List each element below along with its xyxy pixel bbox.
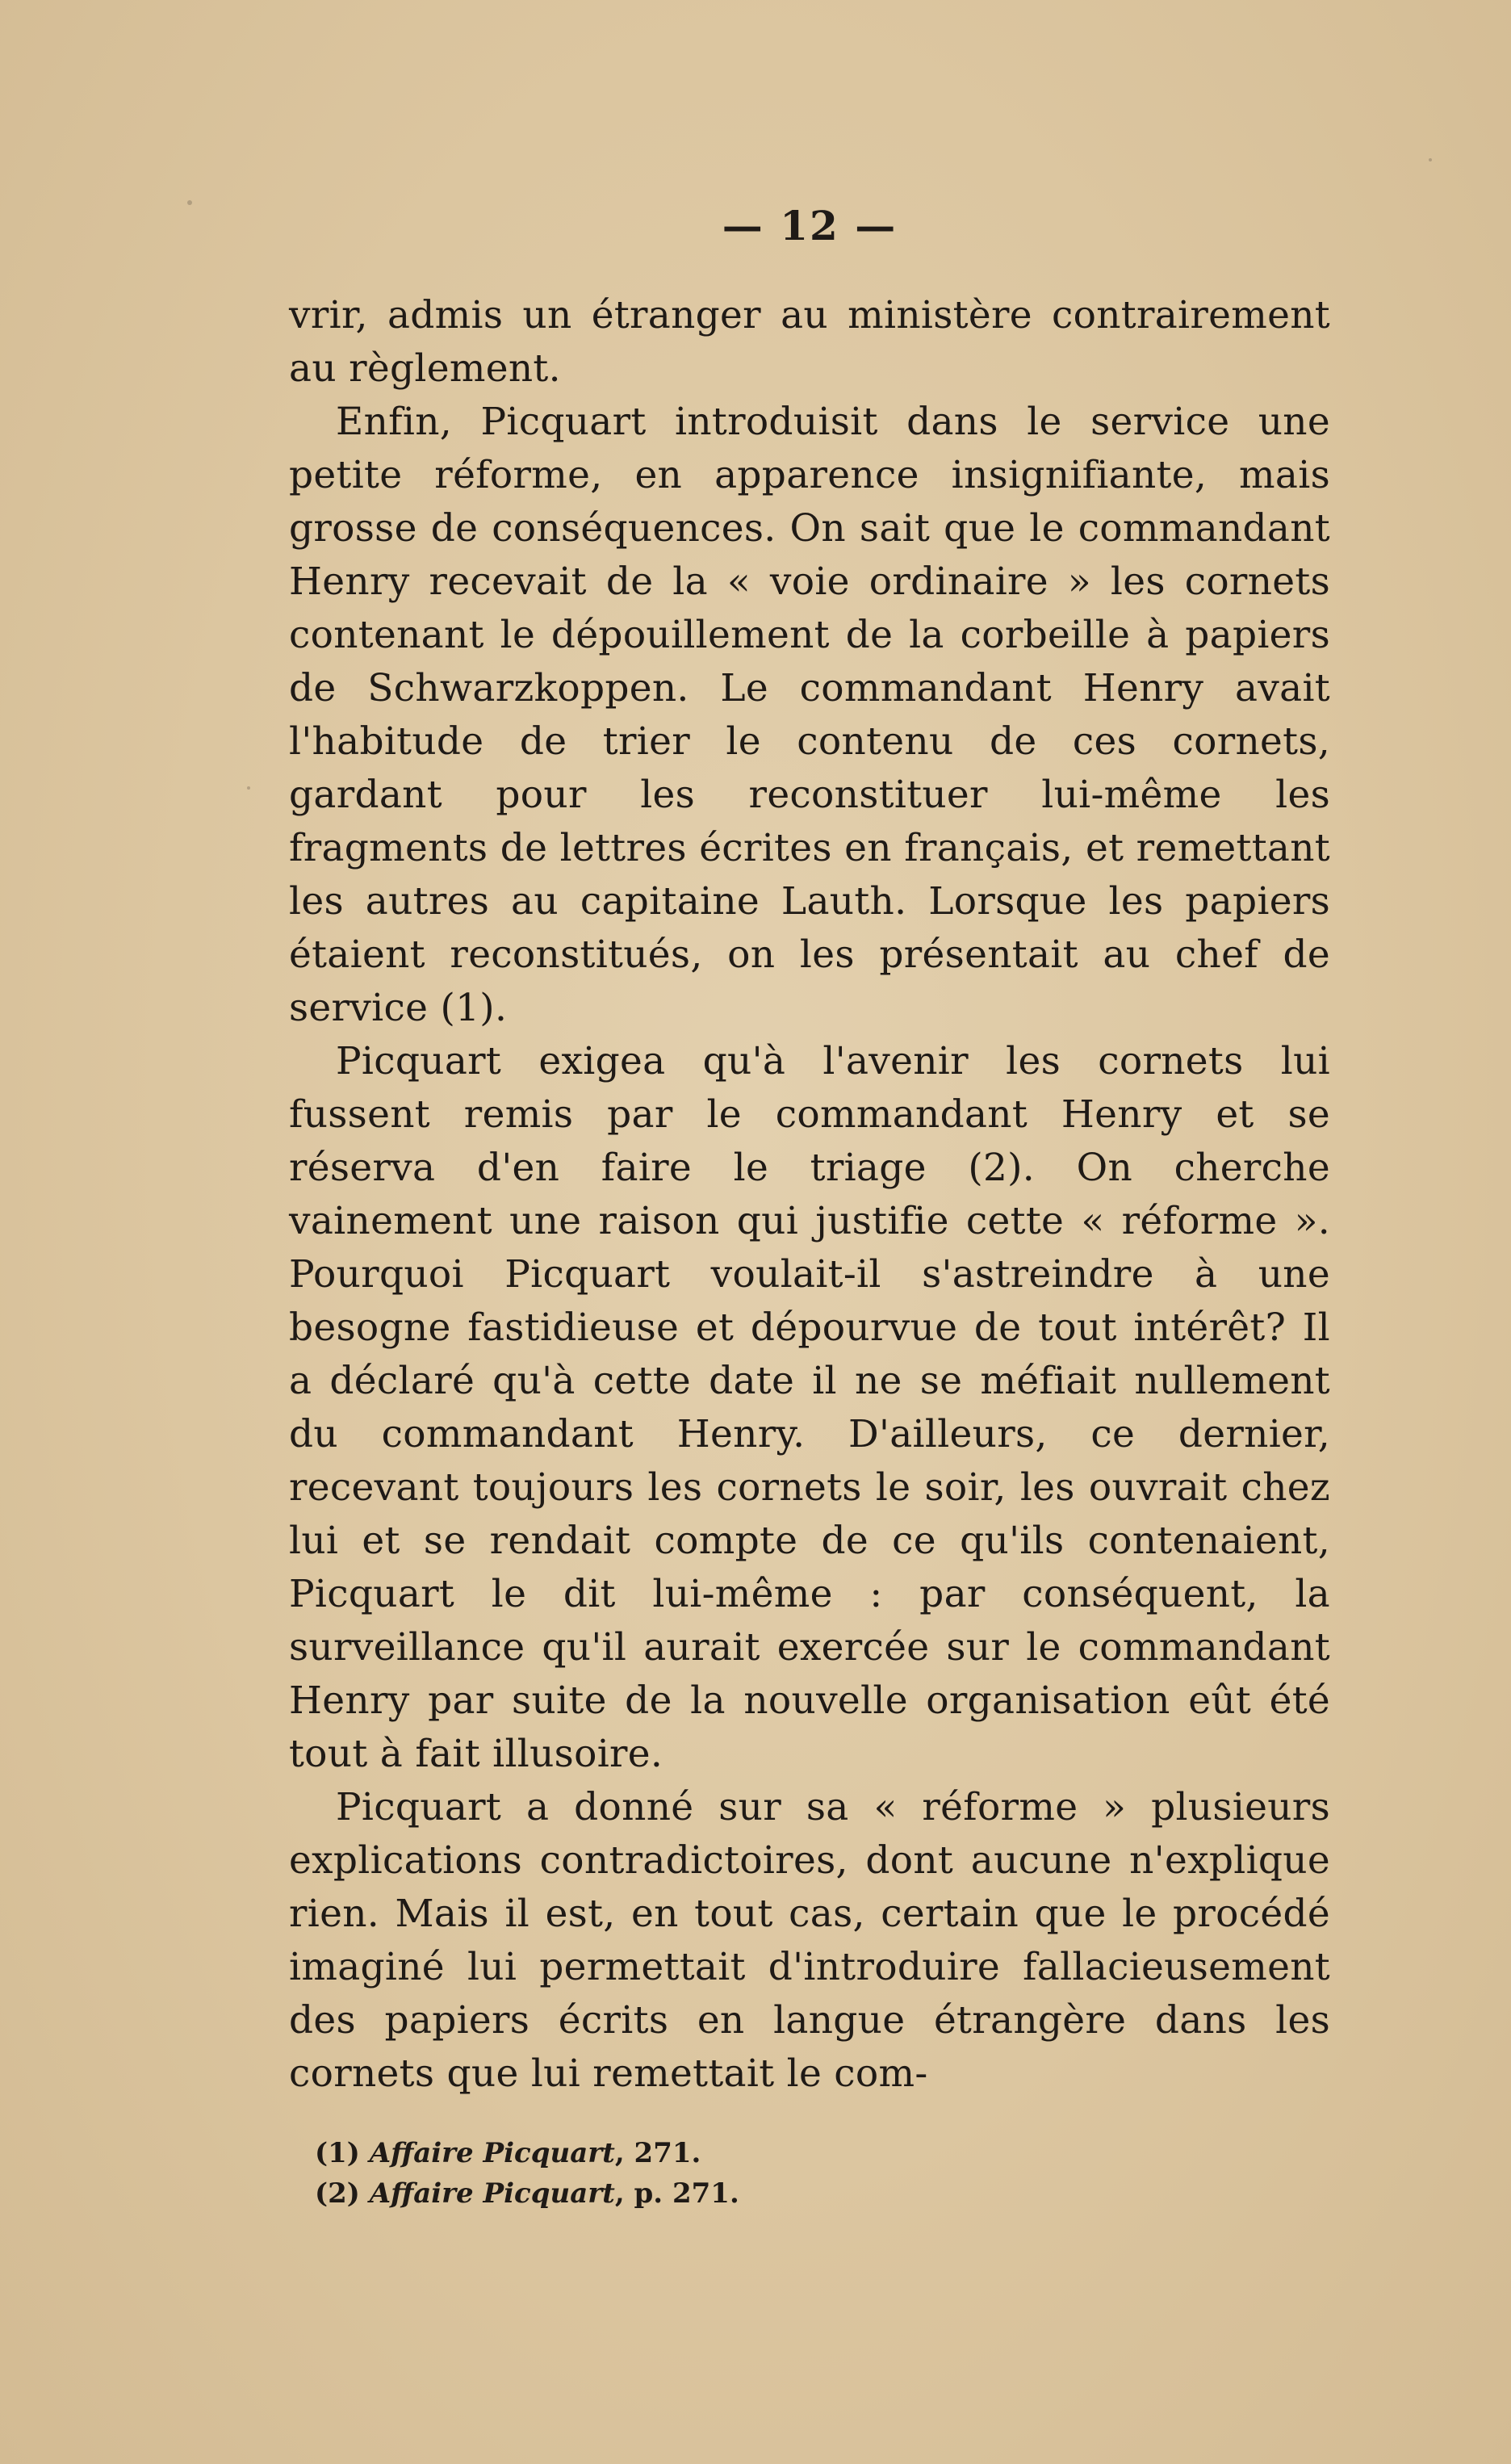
footnote-marker: (1) xyxy=(315,2137,360,2169)
footnote xyxy=(315,2133,1330,2173)
paper-speck xyxy=(247,786,250,790)
footnote-title: Affaire Picquart xyxy=(369,2177,615,2210)
paragraph: Picquart exigea qu'à l'avenir les cornets lui fussent remis par le commandant Henry et se réserva d'en faire le triage (2). On cherche vainement une raison qui justifie cette « réforme ». Pourquoi Picquart voulait-il s'astreindre à une besogne fastidieuse et dépourvue de tout intérêt? Il a déclaré qu'à cette date il ne se méfiait nullement du commandant Henry. D'ailleurs, ce dernier, recevant toujours les cornets le soir, les ouvrait chez lui et se rendait compte de ce qu'ils contenaient, Picquart le dit lui-même : par conséquent, la surveillance qu'il aurait exercée sur le commandant Henry par suite de la nouvelle organisation eût été tout à fait illusoire. xyxy=(289,1039,1330,1776)
footnote-title: Affaire Picquart xyxy=(369,2137,615,2169)
body-text xyxy=(289,289,1330,2101)
paper-speck xyxy=(1429,158,1432,161)
footnote-reference: , 271. xyxy=(614,2137,701,2169)
paragraph: vrir, admis un étranger au ministère contrairement au règlement. xyxy=(289,293,1330,391)
book-page xyxy=(289,192,1330,2214)
footnote-reference: , p. 271. xyxy=(614,2177,739,2210)
paragraph: Enfin, Picquart introduisit dans le service une petite réforme, en apparence insignifiante, mais grosse de conséquences. On sait que le commandant Henry recevait de la « voie ordinaire » les cornets contenant le dépouillement de la corbeille à papiers de Schwarzkoppen. Le commandant Henry avait l'habitude de trier le contenu de ces cornets, gardant pour les reconstituer lui-même les fragments de lettres écrites en français, et remettant les autres au capitaine Lauth. Lorsque les papiers étaient reconstitués, on les présentait au chef de service (1). xyxy=(289,400,1330,1030)
footnote xyxy=(315,2173,1330,2214)
footnote-marker: (2) xyxy=(315,2177,360,2210)
paragraph: Picquart a donné sur sa « réforme » plusieurs explications contradictoires, dont aucune n'explique rien. Mais il est, en tout cas, certain que le procédé imaginé lui permettait d'introduire fallacieusement des papiers écrits en langue étrangère dans les cornets que lui remettait le com- xyxy=(289,1785,1330,2096)
footnotes xyxy=(289,2133,1330,2214)
paper-speck xyxy=(187,200,192,205)
page-number: — 12 — xyxy=(722,202,898,249)
